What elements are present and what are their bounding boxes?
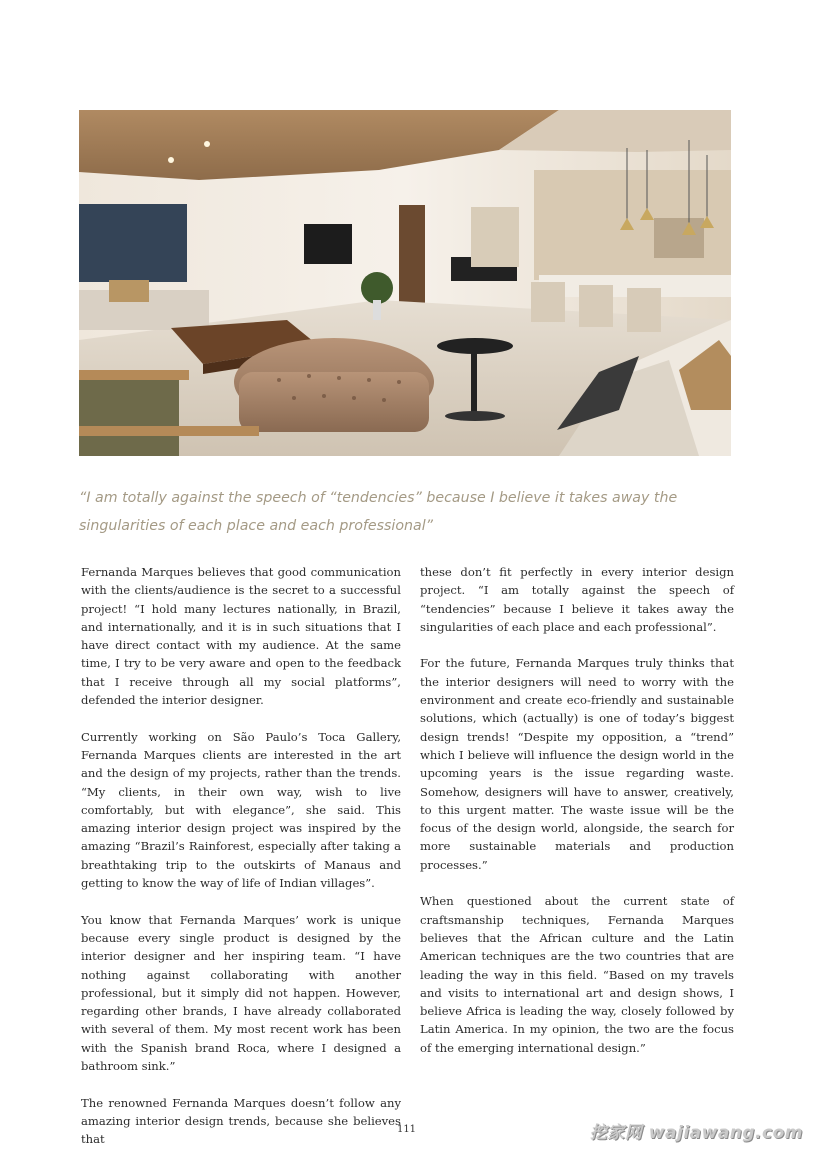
pull-quote: “I am totally against the speech of “tendencies” because I believe it takes away the singularities of each place and each professional” xyxy=(79,490,678,534)
site-watermark: 挖家网 wajiawang.com xyxy=(589,1123,803,1143)
paragraph: these don’t fit perfectly in every interior design project. “I am totally against the speech of “tendencies” because I believe it takes away the singularities of each place and each professional”. xyxy=(420,565,734,634)
paragraph: Fernanda Marques believes that good communication with the clients/audience is the secret to a successful project! “I hold many lectures nationally, in Brazil, and internationally, and it is in such situations that I have direct contact with my audience. At the same time, I try to be very aware and open to the feedback that I receive through all my social platforms”, defended the interior designer. xyxy=(81,565,401,708)
paragraph: When questioned about the current state of craftsmanship techniques, Fernanda Marques believes that the African culture and the Latin American techniques are the two countries that are leading the way in this field. “Based on my travels and visits to international art and design shows, I believe Africa is leading the way, closely followed by Latin America. In my opinion, the two are the focus of the emerging international design.” xyxy=(420,894,734,1055)
paragraph: For the future, Fernanda Marques truly thinks that the interior designers will need to worry with the environment and create eco-friendly and sustainable solutions, which (actually) is one of today’s biggest design trends! “Despite my opposition, a “trend” which I believe will influence the design world in the upcoming years is the issue regarding waste. Somehow, designers will have to answer, creatively, to this urgent matter. The waste issue will be the focus of the design world, alongside, the search for more sustainable materials and production processes.” xyxy=(420,656,734,872)
living-room-photo xyxy=(79,110,731,456)
paragraph: You know that Fernanda Marques’ work is unique because every single product is designed by the interior designer and her inspiring team. “I have nothing against collaborating with another professional, but it simply did not happen. However, regarding other brands, I have already collaborated with several of them. My most recent work has been with the Spanish brand Roca, where I designed a bathroom sink.” xyxy=(81,912,401,1074)
paragraph: Currently working on São Paulo’s Toca Gallery, Fernanda Marques clients are interested in the art and the design of my projects, rather than the trends. “My clients, in their own way, wish to live comfortably, but with elegance”, she said. This amazing interior design project was inspired by the amazing “Brazil’s Rainforest, especially after taking a breathtaking trip to the outskirts of Manaus and getting to know the way of life of Indian villages”. xyxy=(81,729,401,891)
article-left-column xyxy=(81,563,401,1167)
article-right-column xyxy=(420,563,734,1075)
page-number: 111 xyxy=(396,1124,417,1135)
paragraph: The renowned Fernanda Marques doesn’t follow any amazing interior design trends, because she believes that xyxy=(81,1095,401,1147)
